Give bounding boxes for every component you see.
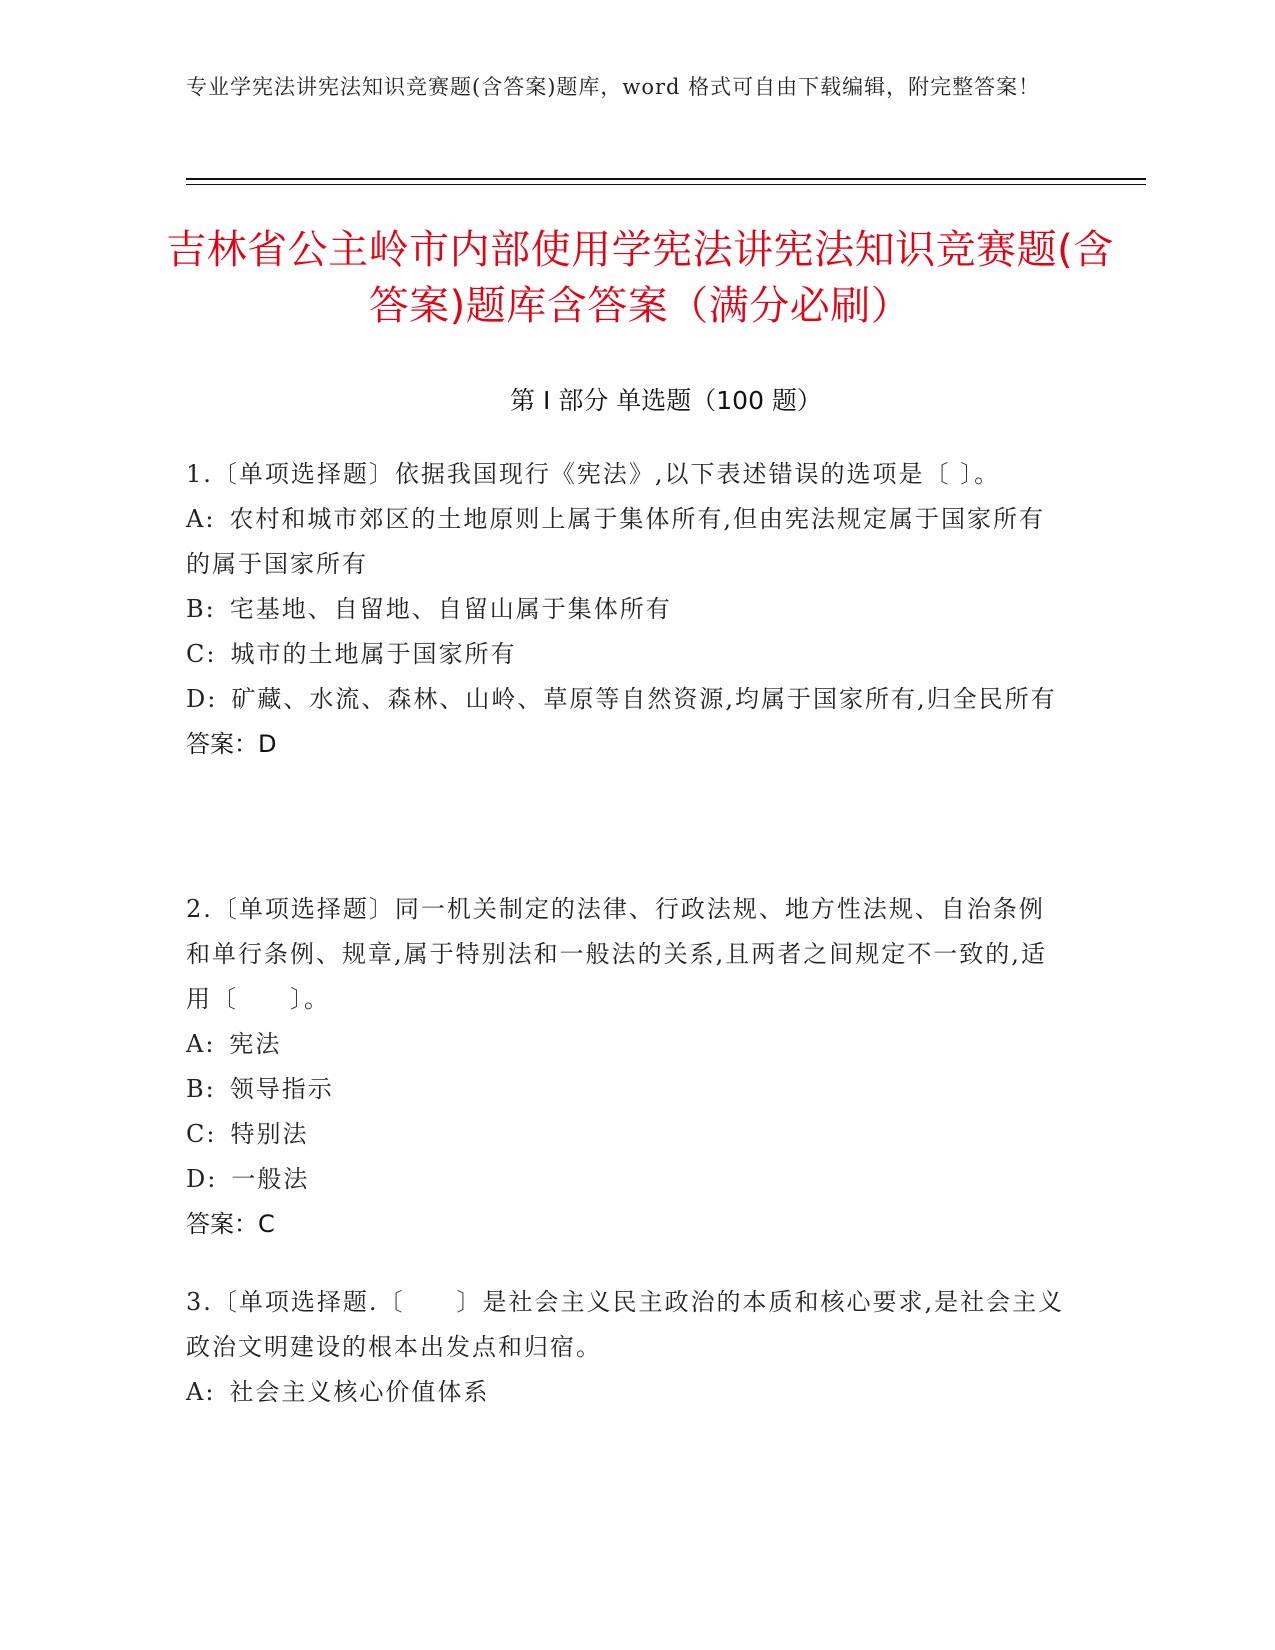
question-3 — [186, 1280, 1066, 1415]
question-stem: 1.〔单项选择题〕依据我国现行《宪法》,以下表述错误的选项是〔 〕。 — [186, 460, 1001, 488]
option-letter: B: — [186, 1075, 216, 1103]
option-letter: A: — [186, 1378, 216, 1406]
document-title: 吉林省公主岭市内部使用学宪法讲宪法知识竞赛题(含答案)题库含答案（满分必刷） — [166, 227, 1114, 329]
option-text: 农村和城市郊区的土地原则上属于集体所有,但由宪法规定属于国家所有的属于国家所有 — [186, 505, 1046, 578]
option-text: 特别法 — [230, 1120, 309, 1148]
answer-line: 答案：C — [186, 1210, 275, 1238]
option-c — [186, 632, 1066, 677]
option-c — [186, 1112, 1066, 1157]
option-letter: C: — [186, 640, 217, 668]
question-stem: 2.〔单项选择题〕同一机关制定的法律、行政法规、地方性法规、自治条例和单行条例、规章,属于特别法和一般法的关系,且两者之间规定不一致的,适用〔 〕。 — [186, 895, 1047, 1013]
question-stem: 3.〔单项选择题.〔 〕是社会主义民主政治的本质和核心要求,是社会主义政治文明建设的根本出发点和归宿。 — [186, 1288, 1065, 1361]
option-a — [186, 497, 1066, 587]
option-a — [186, 1370, 1066, 1415]
option-d — [186, 1157, 1066, 1202]
option-text: 矿藏、水流、森林、山岭、草原等自然资源,均属于国家所有,归全民所有 — [231, 685, 1057, 713]
option-letter: D: — [186, 685, 218, 713]
option-a — [186, 1022, 1066, 1067]
option-letter: B: — [186, 595, 216, 623]
option-letter: A: — [186, 505, 216, 533]
header-divider-thick — [186, 178, 1146, 180]
option-letter: D: — [186, 1165, 218, 1193]
header-divider-thin — [186, 184, 1146, 185]
header-note: 专业学宪法讲宪法知识竞赛题(含答案)题库，word 格式可自由下载编辑，附完整答案！ — [186, 75, 1041, 99]
option-b — [186, 1067, 1066, 1112]
section-title: 第 I 部分 单选题（100 题） — [510, 386, 822, 415]
option-text: 领导指示 — [229, 1075, 334, 1103]
option-text: 一般法 — [231, 1165, 310, 1193]
option-d — [186, 677, 1066, 722]
answer-line: 答案：D — [186, 730, 277, 758]
question-1 — [186, 452, 1066, 767]
option-letter: A: — [186, 1030, 216, 1058]
option-b — [186, 587, 1066, 632]
option-text: 城市的土地属于国家所有 — [230, 640, 517, 668]
option-text: 宅基地、自留地、自留山属于集体所有 — [229, 595, 672, 623]
question-2 — [186, 887, 1066, 1247]
option-text: 社会主义核心价值体系 — [229, 1378, 490, 1406]
option-text: 宪法 — [229, 1030, 282, 1058]
option-letter: C: — [186, 1120, 217, 1148]
